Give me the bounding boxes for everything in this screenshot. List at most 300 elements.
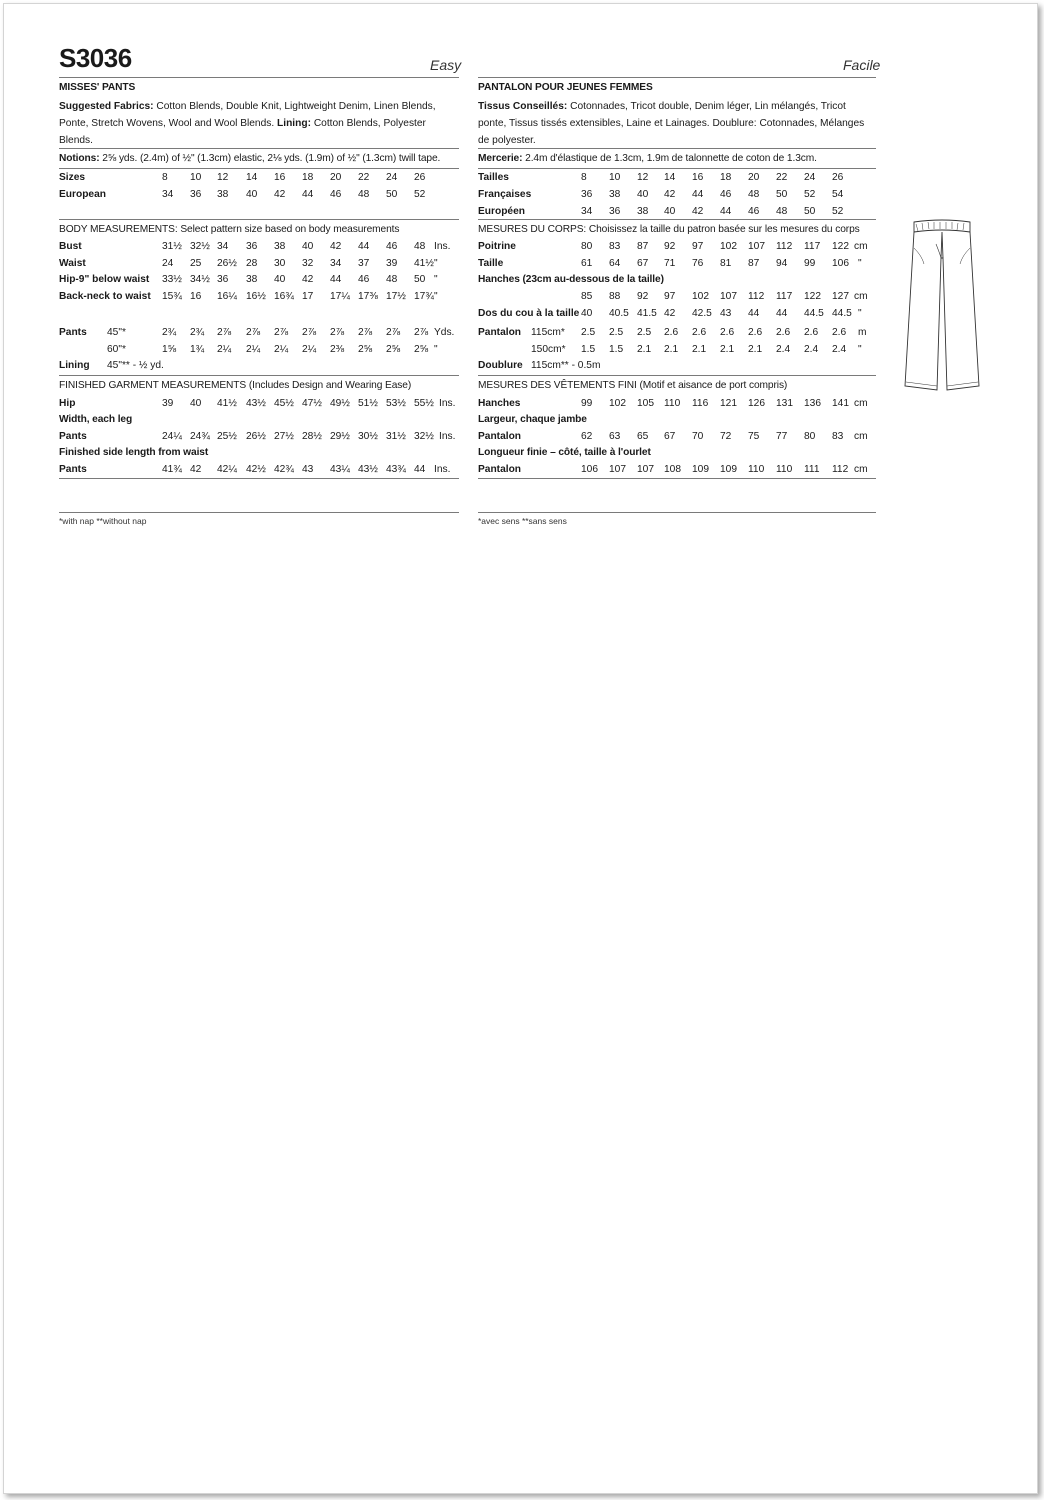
size-value: 117	[804, 241, 821, 252]
divider	[478, 148, 876, 149]
size-value: 27½	[274, 431, 294, 442]
size-value: 8	[162, 172, 168, 183]
size-value: 106	[581, 464, 598, 475]
size-value: 43¾	[386, 464, 406, 475]
size-value: 38	[274, 241, 286, 252]
size-value: 2.6	[776, 327, 791, 338]
size-value: 32½	[414, 431, 434, 442]
size-value: 44	[358, 241, 370, 252]
size-value: 2⅞	[246, 327, 261, 338]
size-value: 42	[302, 274, 314, 286]
size-value: 41¾	[162, 464, 182, 475]
size-value: 40	[274, 274, 286, 286]
size-value: 2¼	[246, 343, 261, 355]
size-value: 2⅝	[386, 343, 401, 355]
size-value: 2¼	[274, 343, 289, 355]
size-value: 67	[664, 431, 676, 442]
size-value: 80	[581, 241, 593, 252]
notions-en: Notions: 2⅝ yds. (2.4m) of ½" (1.3cm) elastic, 2⅛ yds. (1.9m) of ½" (1.3cm) twill tape.	[59, 153, 441, 164]
size-value: 52	[804, 189, 816, 200]
size-value: 34	[330, 257, 342, 269]
size-value: 2.1	[692, 343, 707, 355]
size-value: 112	[832, 464, 849, 475]
size-value: 32	[302, 257, 314, 269]
unit: Yds.	[434, 327, 455, 338]
size-value: 12	[217, 172, 229, 183]
difficulty-en: Easy	[430, 57, 462, 73]
size-value: 25½	[217, 431, 237, 442]
size-value: 44	[330, 274, 342, 286]
size-value: 70	[692, 431, 704, 442]
size-value: 1.5	[609, 343, 624, 355]
size-value: 65	[637, 431, 649, 442]
footnote-en: *with nap **without nap	[59, 516, 147, 526]
size-value: 43½	[246, 398, 266, 409]
size-value: 38	[217, 189, 229, 200]
size-value: 97	[664, 291, 676, 302]
row-label: Tailles	[478, 172, 509, 183]
size-value: 1.5	[581, 343, 596, 355]
size-value: 71	[664, 258, 676, 269]
size-value: 2.5	[581, 327, 596, 338]
size-value: 45½	[274, 398, 294, 409]
size-value: 16¾	[274, 291, 294, 303]
size-value: 36	[246, 241, 258, 252]
divider	[59, 219, 459, 220]
size-value: 36	[217, 274, 229, 286]
row-label: Hanches	[478, 398, 521, 409]
size-value: 63	[609, 431, 621, 442]
size-value: 136	[804, 398, 821, 409]
size-value: 2¾	[162, 327, 177, 338]
size-value: 51½	[358, 398, 378, 409]
unit: Ins.	[434, 241, 451, 252]
size-value: 39	[386, 257, 398, 269]
size-value: 48	[748, 189, 760, 200]
size-value: 44	[748, 308, 760, 319]
size-value: 49½	[330, 398, 350, 409]
size-value: 110	[664, 398, 681, 409]
size-value: 31½	[162, 241, 182, 252]
size-value: 33½	[162, 274, 182, 286]
size-value: 2.4	[832, 343, 847, 355]
size-value: 2.5	[609, 327, 624, 338]
size-value: 107	[720, 291, 737, 302]
size-value: 54	[832, 189, 844, 200]
row-label: Waist	[59, 257, 86, 269]
size-value: 105	[637, 398, 654, 409]
size-value: 44	[720, 206, 732, 217]
size-value: 2⅜	[330, 343, 345, 355]
size-value: 26	[832, 172, 844, 183]
size-value: 41.5	[637, 308, 657, 319]
divider	[478, 375, 876, 376]
size-value: 62	[581, 431, 593, 442]
divider	[59, 148, 459, 149]
divider	[59, 512, 459, 513]
mesures-vetements-header: MESURES DES VÊTEMENTS FINI (Motif et aisance de port compris)	[478, 380, 788, 391]
size-value: 17¼	[330, 291, 350, 303]
size-value: 2⅞	[330, 327, 345, 338]
unit: "	[858, 308, 862, 319]
size-value: 44	[692, 189, 704, 200]
size-value: 10	[609, 172, 621, 183]
row-label: Pantalon	[478, 431, 522, 442]
size-value: 42	[330, 241, 342, 252]
size-value: 17⅜	[358, 291, 378, 303]
size-value: 26	[414, 172, 426, 183]
size-value: 2.6	[832, 327, 847, 338]
size-value: 76	[692, 258, 704, 269]
size-value: 34	[162, 189, 174, 200]
size-value: 40.5	[609, 308, 629, 319]
size-value: 1⅝	[162, 343, 177, 355]
size-value: 67	[637, 258, 649, 269]
size-value: 43	[720, 308, 732, 319]
size-value: 14	[246, 172, 258, 183]
size-value: 40	[664, 206, 676, 217]
size-value: 48	[776, 206, 788, 217]
pattern-code: S3036	[59, 43, 132, 73]
size-value: 16	[692, 172, 704, 183]
size-value: 122	[832, 241, 849, 252]
size-value: 46	[386, 241, 398, 252]
row-label: Poitrine	[478, 241, 516, 252]
size-value: 42¾	[274, 464, 294, 475]
size-value: 2.6	[720, 327, 735, 338]
size-value: 2.4	[776, 343, 791, 355]
unit: cm	[854, 431, 868, 442]
size-value: 42¼	[217, 464, 237, 475]
size-value: 2⅞	[358, 327, 373, 338]
size-value: 108	[664, 464, 681, 475]
size-value: 2.1	[637, 343, 652, 355]
size-value: 24	[386, 172, 398, 183]
size-value: 36	[190, 189, 202, 200]
size-value: 26½	[217, 257, 237, 269]
row-label: Pants	[59, 327, 87, 338]
fabric-width: 115cm** - 0.5m	[531, 360, 601, 371]
row-label: Doublure	[478, 360, 523, 371]
unit: Ins.	[439, 431, 456, 442]
size-value: 50	[414, 274, 426, 286]
longueur-label: Longueur finie – côté, taille à l'ourlet	[478, 447, 651, 458]
size-value: 22	[358, 172, 370, 183]
unit: Ins.	[434, 464, 451, 475]
size-value: 102	[692, 291, 709, 302]
unit: Ins.	[439, 398, 456, 409]
size-value: 2¼	[217, 343, 232, 355]
size-value: 40	[190, 398, 202, 409]
size-value: 40	[581, 308, 593, 319]
finished-length-label: Finished side length from waist	[59, 447, 209, 458]
size-value: 24¼	[162, 431, 182, 442]
size-value: 2.6	[692, 327, 707, 338]
size-value: 2¾	[190, 327, 205, 338]
row-label: Taille	[478, 258, 504, 269]
width-each-leg-label: Width, each leg	[59, 414, 133, 425]
divider	[59, 375, 459, 376]
size-value: 44.5	[804, 308, 824, 319]
size-value: 141	[832, 398, 849, 409]
size-value: 94	[776, 258, 788, 269]
size-value: 2⅞	[217, 327, 232, 338]
size-value: 43½	[358, 464, 378, 475]
size-value: 87	[637, 241, 649, 252]
size-value: 12	[637, 172, 649, 183]
size-value: 18	[302, 172, 314, 183]
row-label: Hip	[59, 398, 76, 409]
size-value: 97	[692, 241, 704, 252]
size-value: 1¾	[190, 343, 205, 355]
size-value: 112	[776, 241, 793, 252]
size-value: 2⅝	[414, 343, 429, 355]
title-en: MISSES' PANTS	[59, 82, 136, 93]
size-value: 42.5	[692, 308, 712, 319]
size-value: 44	[776, 308, 788, 319]
row-label: Européen	[478, 206, 525, 217]
size-value: 38	[609, 189, 621, 200]
unit: cm	[854, 464, 868, 475]
size-value: 126	[748, 398, 765, 409]
size-value: 107	[609, 464, 626, 475]
size-value: 24¾	[190, 431, 210, 442]
size-value: 30½	[358, 431, 378, 442]
title-fr: PANTALON POUR JEUNES FEMMES	[478, 82, 653, 93]
size-value: 39	[162, 398, 174, 409]
size-value: 131	[776, 398, 793, 409]
size-value: 77	[776, 431, 788, 442]
size-value: 83	[609, 241, 621, 252]
size-value: 36	[609, 206, 621, 217]
size-value: 16¼	[217, 291, 237, 303]
row-label: Hip-9" below waist	[59, 274, 150, 286]
size-value: 40	[302, 241, 314, 252]
notions-fr: Mercerie: 2.4m d'élastique de 1.3cm, 1.9m de talonnette de coton de 1.3cm.	[478, 153, 817, 164]
row-label: Back-neck to waist	[59, 291, 151, 303]
size-value: 31½	[386, 431, 406, 442]
divider	[59, 77, 459, 78]
size-value: 116	[692, 398, 709, 409]
wide-leg-pants-line-drawing-icon	[902, 218, 982, 394]
size-value: 110	[776, 464, 793, 475]
size-value: 46	[330, 189, 342, 200]
size-value: 43	[302, 464, 314, 475]
size-value: 46	[358, 274, 370, 286]
row-label: Sizes	[59, 172, 86, 183]
size-value: 2.1	[664, 343, 679, 355]
size-value: 2.5	[637, 327, 652, 338]
size-value: 16½	[246, 291, 266, 303]
size-value: 109	[692, 464, 709, 475]
size-value: 2.4	[804, 343, 819, 355]
size-value: 48	[414, 241, 426, 252]
size-value: 72	[720, 431, 732, 442]
size-value: 2.6	[748, 327, 763, 338]
size-value: 38	[246, 274, 258, 286]
size-value: 20	[748, 172, 760, 183]
size-value: 42	[664, 308, 676, 319]
size-value: 80	[804, 431, 816, 442]
size-value: 52	[832, 206, 844, 217]
size-value: 102	[720, 241, 737, 252]
size-value: 46	[748, 206, 760, 217]
size-value: 16	[190, 291, 202, 303]
fabric-width: 60"*	[107, 343, 126, 355]
unit: "	[434, 274, 438, 286]
size-value: 2⅞	[274, 327, 289, 338]
size-value: 127	[832, 291, 849, 302]
size-value: 34	[581, 206, 593, 217]
size-value: 37	[358, 257, 370, 269]
size-value: 48	[386, 274, 398, 286]
divider	[59, 168, 459, 169]
row-label: Bust	[59, 241, 82, 252]
row-label: Lining	[59, 360, 90, 371]
finished-measurements-header: FINISHED GARMENT MEASUREMENTS (Includes Design and Wearing Ease)	[59, 380, 412, 391]
size-value: 81	[720, 258, 732, 269]
size-value: 30	[274, 257, 286, 269]
row-label: Dos du cou à la taille	[478, 308, 580, 319]
size-value: 22	[776, 172, 788, 183]
size-value: 8	[581, 172, 587, 183]
fabric-width: 150cm*	[531, 343, 566, 355]
size-value: 92	[637, 291, 649, 302]
row-label: Pantalon	[478, 327, 522, 338]
size-value: 46	[720, 189, 732, 200]
size-value: 55½	[414, 398, 434, 409]
size-value: 99	[804, 258, 816, 269]
size-value: 2.6	[804, 327, 819, 338]
divider	[59, 478, 459, 479]
size-value: 14	[664, 172, 676, 183]
size-value: 2⅞	[414, 327, 429, 338]
unit: m	[858, 327, 867, 338]
hanches-label: Hanches (23cm au-dessous de la taille)	[478, 274, 664, 285]
size-value: 26½	[246, 431, 266, 442]
size-value: 10	[190, 172, 202, 183]
size-value: 44	[302, 189, 314, 200]
size-value: 40	[637, 189, 649, 200]
size-value: 28	[246, 257, 258, 269]
size-value: 48	[358, 189, 370, 200]
size-value: 83	[832, 431, 844, 442]
size-value: 117	[776, 291, 793, 302]
size-value: 17	[302, 291, 314, 303]
size-value: 41½	[217, 398, 237, 409]
size-value: 18	[720, 172, 732, 183]
size-value: 38	[637, 206, 649, 217]
size-value: 61	[581, 258, 593, 269]
fabric-width: 115cm*	[531, 327, 565, 338]
size-value: 99	[581, 398, 593, 409]
size-value: 42	[692, 206, 704, 217]
size-value: 50	[776, 189, 788, 200]
size-value: 42	[664, 189, 676, 200]
body-measurements-header: BODY MEASUREMENTS: Select pattern size based on body measurements	[59, 224, 400, 235]
size-value: 36	[581, 189, 593, 200]
size-value: 25	[190, 257, 202, 269]
fabric-width: 45"** - ½ yd.	[107, 360, 164, 371]
fabrics-en: Suggested Fabrics: Cotton Blends, Double Knit, Lightweight Denim, Linen Blends, Ponte, Stretch Wovens, Wool and Wool Blends. Lining: Cotton Blends, Polyester Blends.	[59, 101, 436, 146]
size-value: 16	[274, 172, 286, 183]
divider	[478, 168, 876, 169]
size-value: 87	[748, 258, 760, 269]
size-value: 29½	[330, 431, 350, 442]
unit: cm	[854, 291, 868, 302]
footnote-fr: *avec sens **sans sens	[478, 516, 567, 526]
size-value: 40	[246, 189, 258, 200]
size-value: 112	[748, 291, 765, 302]
row-label: European	[59, 189, 106, 200]
unit: "	[434, 291, 438, 303]
size-value: 42½	[246, 464, 266, 475]
size-value: 2.6	[664, 327, 679, 338]
size-value: 106	[832, 258, 849, 269]
divider	[478, 77, 876, 78]
size-value: 88	[609, 291, 621, 302]
size-value: 24	[162, 257, 174, 269]
size-value: 47½	[302, 398, 322, 409]
row-label: Pantalon	[478, 464, 522, 475]
size-value: 122	[804, 291, 821, 302]
size-value: 42	[274, 189, 286, 200]
unit: "	[434, 343, 438, 355]
row-label: Françaises	[478, 189, 532, 200]
mesures-du-corps-header: MESURES DU CORPS: Choisissez la taille du patron basée sur les mesures du corps	[478, 224, 860, 235]
unit: "	[434, 257, 438, 269]
size-value: 107	[748, 241, 765, 252]
size-value: 43¼	[330, 464, 350, 475]
size-value: 107	[637, 464, 654, 475]
row-label: Pants	[59, 431, 87, 442]
size-value: 53½	[386, 398, 406, 409]
size-value: 92	[664, 241, 676, 252]
divider	[478, 478, 876, 479]
size-value: 109	[720, 464, 737, 475]
size-value: 42	[190, 464, 202, 475]
size-value: 34½	[190, 274, 210, 286]
size-value: 2.1	[748, 343, 763, 355]
size-value: 64	[609, 258, 621, 269]
size-value: 50	[386, 189, 398, 200]
size-value: 50	[804, 206, 816, 217]
size-value: 111	[804, 464, 820, 475]
size-value: 28½	[302, 431, 322, 442]
unit: cm	[854, 241, 868, 252]
size-value: 17½	[386, 291, 406, 303]
size-value: 44.5	[832, 308, 852, 319]
unit: "	[858, 343, 862, 355]
unit: "	[858, 258, 862, 269]
size-value: 2¼	[302, 343, 317, 355]
size-value: 121	[720, 398, 737, 409]
divider	[478, 219, 876, 220]
size-value: 75	[748, 431, 760, 442]
size-value: 2.1	[720, 343, 735, 355]
fabric-width: 45"*	[107, 327, 126, 338]
size-value: 2⅝	[358, 343, 373, 355]
largeur-label: Largeur, chaque jambe	[478, 414, 587, 425]
size-value: 110	[748, 464, 765, 475]
size-value: 2⅞	[302, 327, 317, 338]
row-label: Pants	[59, 464, 87, 475]
size-value: 41½	[414, 257, 434, 269]
size-value: 102	[609, 398, 626, 409]
size-value: 52	[414, 189, 426, 200]
size-value: 24	[804, 172, 816, 183]
size-value: 85	[581, 291, 593, 302]
